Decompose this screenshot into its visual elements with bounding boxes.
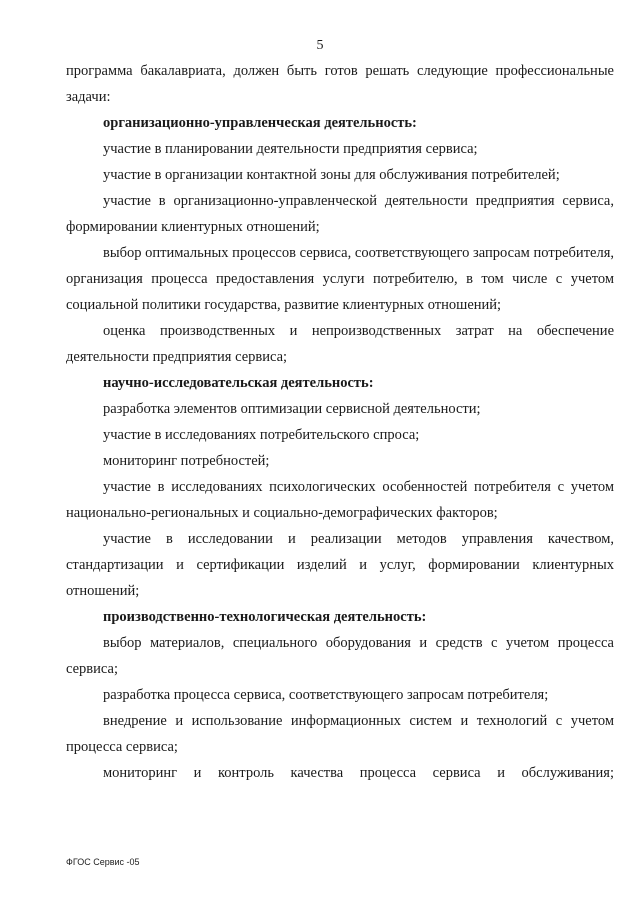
paragraph: организационно-управленческая деятельность: (103, 115, 417, 131)
paragraph: мониторинг и контроль качества процесса сервиса и обслуживания; (103, 765, 614, 781)
document-body (66, 58, 614, 786)
paragraph: научно-исследовательская деятельность: (103, 375, 374, 391)
paragraph: выбор оптимальных процессов сервиса, соответствующего запросам потребителя, организация процесса предоставления услуги потребителю, в том числе с учетом социальной политики государства, развитие клиентурных отношений; (66, 245, 614, 313)
paragraph: программа бакалавриата, должен быть готов решать следующие профессиональные задачи: (66, 63, 614, 105)
paragraph: участие в исследованиях потребительского спроса; (103, 427, 420, 443)
paragraph: участие в исследовании и реализации методов управления качеством, стандартизации и сертификации изделий и услуг, формировании клиентурных отношений; (66, 531, 614, 599)
paragraph: разработка элементов оптимизации сервисной деятельности; (103, 401, 481, 417)
paragraph: выбор материалов, специального оборудования и средств с учетом процесса сервиса; (66, 635, 614, 677)
paragraph: участие в планировании деятельности предприятия сервиса; (103, 141, 478, 157)
page-number: 5 (316, 38, 324, 53)
paragraph: оценка производственных и непроизводственных затрат на обеспечение деятельности предприятия сервиса; (66, 323, 614, 365)
paragraph: участие в организации контактной зоны для обслуживания потребителей; (103, 167, 560, 183)
paragraph: участие в исследованиях психологических особенностей потребителя с учетом национально-региональных и социально-демографических факторов; (66, 479, 614, 521)
footer-label: ФГОС Сервис -05 (66, 857, 140, 867)
paragraph: участие в организационно-управленческой деятельности предприятия сервиса, формировании клиентурных отношений; (66, 193, 614, 235)
paragraph: мониторинг потребностей; (103, 453, 270, 469)
paragraph: внедрение и использование информационных систем и технологий с учетом процесса сервиса; (66, 713, 614, 755)
paragraph: разработка процесса сервиса, соответствующего запросам потребителя; (103, 687, 549, 703)
paragraph: производственно-технологическая деятельность: (103, 609, 427, 625)
